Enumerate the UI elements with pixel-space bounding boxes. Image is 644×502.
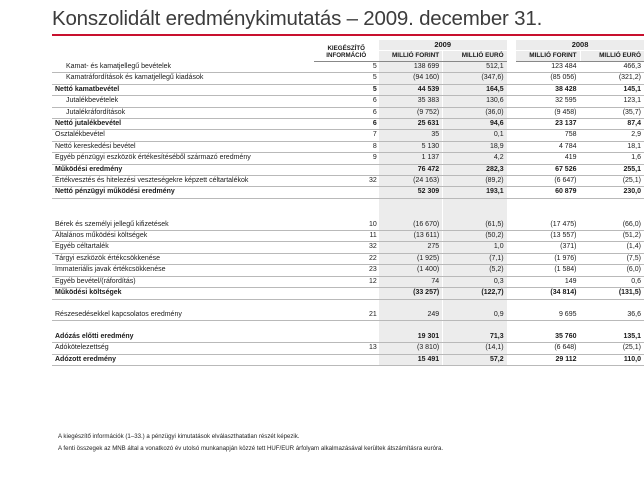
- header-blank: [52, 40, 314, 62]
- value-huf-2008: 29 112: [516, 354, 580, 365]
- row-note: 7: [314, 130, 379, 141]
- table-row: [52, 242, 644, 253]
- row-note: [314, 332, 379, 343]
- footnote: A fenti összegek az MNB által a vonatkozó év utolsó munkanapján közzé tett HUF/EUR árfolyam alkalmazásával kerültek átszámításra euróra.: [58, 445, 444, 452]
- value-huf-2009: 76 472: [379, 164, 443, 175]
- spacer-cell: [516, 198, 580, 209]
- value-huf-2008: (371): [516, 242, 580, 253]
- eur-2008-header: MILLIÓ EURÓ: [580, 51, 644, 62]
- row-note: [314, 164, 379, 175]
- value-huf-2008: 67 526: [516, 164, 580, 175]
- spacer-cell: [52, 321, 314, 332]
- table-row: [52, 107, 644, 118]
- table-row: [52, 130, 644, 141]
- value-huf-2009: (13 611): [379, 231, 443, 242]
- value-eur-2009: (122,7): [443, 288, 507, 299]
- row-label: Részesedésekkel kapcsolatos eredmény: [52, 310, 314, 321]
- spacer-cell: [314, 198, 379, 209]
- column-gap: [507, 288, 516, 299]
- row-label: Egyéb bevétel/(ráfordítás): [52, 276, 314, 287]
- value-eur-2008: 466,3: [580, 62, 644, 73]
- value-huf-2008: 60 879: [516, 187, 580, 198]
- table-row: [52, 176, 644, 187]
- value-eur-2008: 110,0: [580, 354, 644, 365]
- value-huf-2008: (6 647): [516, 176, 580, 187]
- row-note: 23: [314, 265, 379, 276]
- row-label: Működési eredmény: [52, 164, 314, 175]
- value-eur-2008: (35,7): [580, 107, 644, 118]
- value-huf-2009: (9 752): [379, 107, 443, 118]
- table-row: [52, 231, 644, 242]
- table-row: [52, 343, 644, 354]
- value-eur-2008: 230,0: [580, 187, 644, 198]
- value-eur-2008: (6,0): [580, 265, 644, 276]
- spacer-cell: [314, 321, 379, 332]
- row-note: 6: [314, 96, 379, 107]
- spacer-cell: [443, 198, 507, 209]
- spacer-cell: [580, 209, 644, 219]
- column-gap: [507, 40, 516, 62]
- value-eur-2009: (36,0): [443, 107, 507, 118]
- value-huf-2009: (33 257): [379, 288, 443, 299]
- column-gap: [507, 73, 516, 84]
- value-eur-2009: 18,9: [443, 141, 507, 152]
- income-statement-table: [52, 40, 644, 366]
- value-eur-2008: 87,4: [580, 119, 644, 130]
- spacer-cell: [314, 209, 379, 219]
- eur-2009-header: MILLIÓ EURÓ: [443, 51, 507, 62]
- row-note: 6: [314, 119, 379, 130]
- value-huf-2009: 25 631: [379, 119, 443, 130]
- spacer-cell: [580, 299, 644, 310]
- spacer-cell: [379, 198, 443, 209]
- row-label: Kamat- és kamatjellegű bevételek: [52, 62, 314, 73]
- value-eur-2009: (7,1): [443, 253, 507, 264]
- value-eur-2008: 1,6: [580, 153, 644, 164]
- value-eur-2008: 135,1: [580, 332, 644, 343]
- value-eur-2008: (131,5): [580, 288, 644, 299]
- title-rule: [52, 34, 644, 36]
- spacer-cell: [516, 299, 580, 310]
- table-row: [52, 288, 644, 299]
- spacer-row: [52, 321, 644, 332]
- row-label: Egyéb pénzügyi eszközök értékesítéséből származó eredmény: [52, 153, 314, 164]
- row-note: 10: [314, 220, 379, 231]
- row-label: Osztalékbevétel: [52, 130, 314, 141]
- value-eur-2009: 164,5: [443, 84, 507, 95]
- value-eur-2009: 71,3: [443, 332, 507, 343]
- row-label: Jutalékráfordítások: [52, 107, 314, 118]
- table-row: [52, 164, 644, 175]
- table-row: [52, 141, 644, 152]
- row-note: 8: [314, 141, 379, 152]
- table-row: [52, 84, 644, 95]
- value-huf-2008: (6 648): [516, 343, 580, 354]
- value-eur-2008: (321,2): [580, 73, 644, 84]
- column-gap: [507, 187, 516, 198]
- value-eur-2008: 2,9: [580, 130, 644, 141]
- spacer-cell: [52, 198, 314, 209]
- spacer-row: [52, 198, 644, 209]
- column-gap: [507, 164, 516, 175]
- table-row: [52, 153, 644, 164]
- spacer-cell: [379, 299, 443, 310]
- spacer-cell: [443, 299, 507, 310]
- column-gap: [507, 84, 516, 95]
- table-row: [52, 62, 644, 73]
- page-title: Konszolidált eredménykimutatás – 2009. december 31.: [52, 7, 543, 30]
- huf-2009-header: MILLIÓ FORINT: [379, 51, 443, 62]
- row-label: Nettó kamatbevétel: [52, 84, 314, 95]
- value-eur-2008: 36,6: [580, 310, 644, 321]
- value-eur-2009: (5,2): [443, 265, 507, 276]
- column-gap: [507, 253, 516, 264]
- value-huf-2009: (16 670): [379, 220, 443, 231]
- column-gap: [507, 265, 516, 276]
- column-gap: [507, 220, 516, 231]
- value-huf-2009: 35: [379, 130, 443, 141]
- spacer-cell: [507, 321, 516, 332]
- row-label: Adókötelezettség: [52, 343, 314, 354]
- value-huf-2009: 249: [379, 310, 443, 321]
- row-note: 13: [314, 343, 379, 354]
- value-huf-2009: 19 301: [379, 332, 443, 343]
- row-label: Immateriális javak értékcsökkenése: [52, 265, 314, 276]
- value-eur-2009: 130,6: [443, 96, 507, 107]
- column-gap: [507, 153, 516, 164]
- row-label: Általános működési költségek: [52, 231, 314, 242]
- value-eur-2008: 145,1: [580, 84, 644, 95]
- row-note: 32: [314, 176, 379, 187]
- value-huf-2008: 9 695: [516, 310, 580, 321]
- column-gap: [507, 242, 516, 253]
- spacer-cell: [379, 321, 443, 332]
- row-note: [314, 187, 379, 198]
- value-huf-2009: (3 810): [379, 343, 443, 354]
- row-note: 5: [314, 84, 379, 95]
- value-huf-2008: (1 976): [516, 253, 580, 264]
- value-huf-2008: 4 784: [516, 141, 580, 152]
- spacer-cell: [314, 299, 379, 310]
- value-huf-2008: (85 056): [516, 73, 580, 84]
- table-row: [52, 310, 644, 321]
- value-huf-2009: 15 491: [379, 354, 443, 365]
- row-label: Tárgyi eszközök értékcsökkenése: [52, 253, 314, 264]
- row-note: [314, 354, 379, 365]
- value-eur-2008: 255,1: [580, 164, 644, 175]
- value-huf-2009: 275: [379, 242, 443, 253]
- value-eur-2008: (1,4): [580, 242, 644, 253]
- row-note: 5: [314, 73, 379, 84]
- column-gap: [507, 332, 516, 343]
- table-row: [52, 276, 644, 287]
- value-eur-2009: 1,0: [443, 242, 507, 253]
- value-eur-2008: (66,0): [580, 220, 644, 231]
- column-gap: [507, 119, 516, 130]
- income-statement-table-wrap: [52, 40, 644, 366]
- value-eur-2008: 0,6: [580, 276, 644, 287]
- value-eur-2008: (25,1): [580, 343, 644, 354]
- column-gap: [507, 130, 516, 141]
- value-huf-2009: 44 539: [379, 84, 443, 95]
- value-huf-2009: 74: [379, 276, 443, 287]
- value-huf-2009: (1 925): [379, 253, 443, 264]
- row-note: 9: [314, 153, 379, 164]
- column-gap: [507, 176, 516, 187]
- huf-2008-header: MILLIÓ FORINT: [516, 51, 580, 62]
- column-gap: [507, 276, 516, 287]
- spacer-cell: [52, 299, 314, 310]
- row-note: 12: [314, 276, 379, 287]
- value-huf-2008: 419: [516, 153, 580, 164]
- row-note: 32: [314, 242, 379, 253]
- year-2008-header: 2008: [516, 40, 644, 51]
- spacer-row: [52, 209, 644, 219]
- value-eur-2009: 4,2: [443, 153, 507, 164]
- row-note: 22: [314, 253, 379, 264]
- value-huf-2009: (24 163): [379, 176, 443, 187]
- column-gap: [507, 96, 516, 107]
- column-gap: [507, 107, 516, 118]
- value-huf-2008: 758: [516, 130, 580, 141]
- spacer-cell: [443, 321, 507, 332]
- spacer-cell: [516, 209, 580, 219]
- table-row: [52, 265, 644, 276]
- value-eur-2009: 193,1: [443, 187, 507, 198]
- spacer-cell: [507, 209, 516, 219]
- row-label: Nettó pénzügyi működési eredmény: [52, 187, 314, 198]
- spacer-cell: [507, 299, 516, 310]
- row-label: Egyéb céltartalék: [52, 242, 314, 253]
- value-huf-2008: 35 760: [516, 332, 580, 343]
- row-label: Bérek és személyi jellegű kifizetések: [52, 220, 314, 231]
- value-eur-2008: (51,2): [580, 231, 644, 242]
- value-huf-2008: 149: [516, 276, 580, 287]
- value-huf-2008: 23 137: [516, 119, 580, 130]
- row-label: Jutalékbevételek: [52, 96, 314, 107]
- value-eur-2009: (89,2): [443, 176, 507, 187]
- value-eur-2009: 94,6: [443, 119, 507, 130]
- value-eur-2008: (25,1): [580, 176, 644, 187]
- value-huf-2008: 123 484: [516, 62, 580, 73]
- value-huf-2009: 5 130: [379, 141, 443, 152]
- year-2009-header: 2009: [379, 40, 507, 51]
- value-eur-2008: (7,5): [580, 253, 644, 264]
- row-label: Adózott eredmény: [52, 354, 314, 365]
- row-note: [314, 288, 379, 299]
- value-huf-2009: 1 137: [379, 153, 443, 164]
- value-eur-2009: (347,6): [443, 73, 507, 84]
- spacer-cell: [516, 321, 580, 332]
- table-row: [52, 354, 644, 365]
- column-gap: [507, 141, 516, 152]
- note-column-header: KIEGÉSZÍTŐ INFORMÁCIÓ: [314, 40, 379, 62]
- spacer-cell: [507, 198, 516, 209]
- row-note: 11: [314, 231, 379, 242]
- value-huf-2008: (13 557): [516, 231, 580, 242]
- column-gap: [507, 354, 516, 365]
- value-eur-2009: 512,1: [443, 62, 507, 73]
- spacer-cell: [580, 321, 644, 332]
- table-row: [52, 96, 644, 107]
- value-huf-2008: (34 814): [516, 288, 580, 299]
- table-row: [52, 220, 644, 231]
- spacer-cell: [379, 209, 443, 219]
- value-eur-2008: 18,1: [580, 141, 644, 152]
- footnotes: [58, 433, 638, 457]
- row-label: Adózás előtti eredmény: [52, 332, 314, 343]
- row-label: Nettó jutalékbevétel: [52, 119, 314, 130]
- row-note: 6: [314, 107, 379, 118]
- value-eur-2009: 282,3: [443, 164, 507, 175]
- table-row: [52, 119, 644, 130]
- row-note: 5: [314, 62, 379, 73]
- column-gap: [507, 310, 516, 321]
- spacer-cell: [443, 209, 507, 219]
- value-huf-2008: (1 584): [516, 265, 580, 276]
- table-row: [52, 332, 644, 343]
- footnote: A kiegészítő információk (1–33.) a pénzügyi kimutatások elválaszthatatlan részét képezik.: [58, 433, 300, 440]
- row-label: Értékvesztés és hitelezési veszteségekre képzett céltartalékok: [52, 176, 314, 187]
- column-gap: [507, 62, 516, 73]
- value-huf-2009: (1 400): [379, 265, 443, 276]
- value-eur-2009: 0,9: [443, 310, 507, 321]
- column-gap: [507, 343, 516, 354]
- spacer-cell: [580, 198, 644, 209]
- value-huf-2008: (17 475): [516, 220, 580, 231]
- value-huf-2009: (94 160): [379, 73, 443, 84]
- row-label: Működési költségek: [52, 288, 314, 299]
- spacer-row: [52, 299, 644, 310]
- value-huf-2008: (9 458): [516, 107, 580, 118]
- value-eur-2009: (14,1): [443, 343, 507, 354]
- value-eur-2008: 123,1: [580, 96, 644, 107]
- value-huf-2008: 38 428: [516, 84, 580, 95]
- value-huf-2009: 138 699: [379, 62, 443, 73]
- value-eur-2009: 0,3: [443, 276, 507, 287]
- table-row: [52, 187, 644, 198]
- value-eur-2009: 57,2: [443, 354, 507, 365]
- row-label: Kamatráfordítások és kamatjellegű kiadások: [52, 73, 314, 84]
- value-huf-2009: 35 383: [379, 96, 443, 107]
- table-row: [52, 253, 644, 264]
- value-huf-2008: 32 595: [516, 96, 580, 107]
- value-eur-2009: 0,1: [443, 130, 507, 141]
- value-huf-2009: 52 309: [379, 187, 443, 198]
- row-note: 21: [314, 310, 379, 321]
- spacer-cell: [52, 209, 314, 219]
- row-label: Nettó kereskedési bevétel: [52, 141, 314, 152]
- table-body: [52, 62, 644, 366]
- value-eur-2009: (61,5): [443, 220, 507, 231]
- value-eur-2009: (50,2): [443, 231, 507, 242]
- column-gap: [507, 231, 516, 242]
- table-row: [52, 73, 644, 84]
